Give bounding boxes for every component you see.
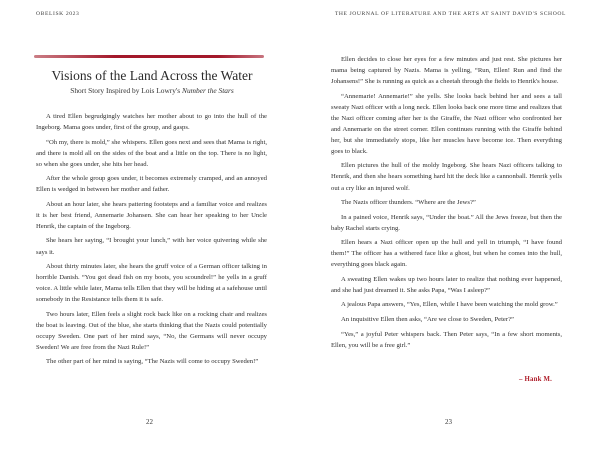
paragraph: “Yes,” a joyful Peter whispers back. Then Peter says, “In a few short moments, Ellen, you will be a free girl.” bbox=[331, 330, 562, 349]
paragraph: An inquisitive Ellen then asks, “Are we close to Sweden, Peter?” bbox=[341, 315, 514, 323]
right-body-text bbox=[331, 54, 562, 354]
subtitle-book-title: Number the Stars bbox=[182, 86, 234, 95]
paragraph: A jealous Papa answers, “Yes, Ellen, while I have been watching the mold grow.” bbox=[341, 301, 558, 309]
running-head-left: OBELISK 2023 bbox=[36, 11, 80, 17]
paragraph: A tired Ellen begrudgingly watches her mother about to go into the hull of the Ingeborg. Mama goes under, first of the group, and gasps. bbox=[36, 113, 267, 132]
story-subtitle bbox=[34, 86, 270, 95]
left-body-text bbox=[36, 111, 267, 371]
paragraph: About thirty minutes later, she hears the gruff voice of a German officer talking in horrible Danish. “You got dead fish on my boots, you scoundrel!” he yells in a gruff voice. A little while later, Mama tells Ellen that they will be hiding at a safehouse until somebody in the Resistance tells them it is safe. bbox=[36, 263, 267, 304]
story-title: Visions of the Land Across the Water bbox=[51, 68, 253, 83]
paragraph: In a pained voice, Henrik says, “Under the boat.” All the Jews freeze, but then the baby Rachel starts crying. bbox=[331, 213, 562, 232]
paragraph: She hears her saying, “I brought your lunch,” with her voice quivering while she says it. bbox=[36, 237, 267, 256]
paragraph: Ellen pictures the hull of the moldy Ingeborg. She hears Nazi officers talking to Henrik, and then she hears something hard hit the deck like a cannonball. Henrik yells out a cry like an injured wolf. bbox=[331, 162, 562, 192]
page-number-left: 22 bbox=[146, 418, 153, 426]
right-page bbox=[300, 0, 600, 463]
running-head-right: THE JOURNAL OF LITERATURE AND THE ARTS AT SAINT DAVID'S SCHOOL bbox=[334, 11, 566, 17]
paragraph: A sweating Ellen wakes up two hours later to realize that nothing ever happened, and she had just dreamed it. She asks Papa, “Was I asleep?” bbox=[331, 275, 562, 294]
title-rule bbox=[34, 55, 264, 58]
page-number-right: 23 bbox=[445, 418, 452, 426]
paragraph: “Annemarie! Annemarie!” she yells. She looks back behind her and sees a tall sweaty Nazi officer with a long neck. Ellen looks back one more time and realizes that the Nazi officer coming after her is the Giraffe, the Nazi officer who confronted her and Annemarie on the street corner. Ellen continues running with the Giraffe behind her, but she immediately stops, like her muscles have become ice. Then everything goes to black. bbox=[331, 92, 562, 155]
paragraph: Ellen hears a Nazi officer open up the hull and yell in triumph, “I have found them!” The officer has a withered face like a ghost, but when he comes into the hull, everything goes black again. bbox=[331, 239, 562, 269]
paragraph: The other part of her mind is saying, “The Nazis will come to occupy Sweden!” bbox=[46, 358, 259, 366]
paragraph: Two hours later, Ellen feels a slight rock back like on a rocking chair and realizes the boat is leaving. Out of the blue, she starts thinking that the Nazis could potentially occupy Sweden. One part of her mind says, “No, the Germans will never occupy Sweden! We are free from the Nazi Rule!” bbox=[36, 310, 267, 351]
paragraph: After the whole group goes under, it becomes extremely cramped, and an annoyed Ellen is wedged in between her mother and father. bbox=[36, 175, 267, 194]
paragraph: About an hour later, she hears pattering footsteps and a familiar voice and realizes it is her best friend, Annemarie Johansen. She can hear her speaking to her Uncle Henrik, the captain of the Ingeborg. bbox=[36, 200, 267, 230]
subtitle-text: Short Story Inspired by Lois Lowry's bbox=[70, 86, 183, 95]
paragraph: “Oh my, there is mold,” she whispers. Ellen goes next and sees that Mama is right, and there is mold all on the sides of the boat and a little on the top. There is no light, so when she goes under, she hits her head. bbox=[36, 138, 267, 168]
paragraph: The Nazis officer thunders. “Where are the Jews?” bbox=[341, 199, 476, 207]
author-signature: – Hank M. bbox=[519, 376, 552, 383]
paragraph: Ellen decides to close her eyes for a few minutes and just rest. She pictures her mama being captured by Nazis. Mama is yelling, “Run, Ellen! Run and find the Johansens!” She is running as quick as a cheetah through the fields to Henrik's house. bbox=[331, 56, 562, 86]
